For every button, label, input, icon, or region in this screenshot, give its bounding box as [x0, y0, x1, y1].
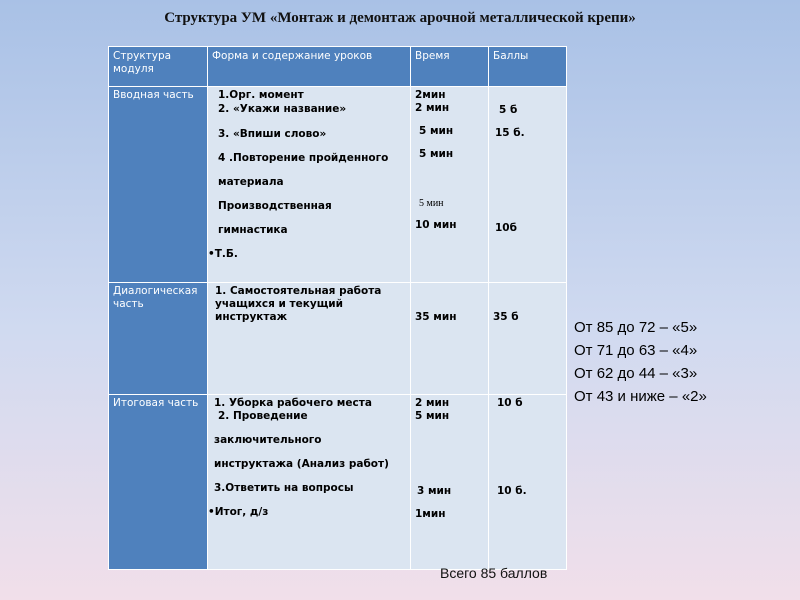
points-value: 35 б — [493, 311, 519, 323]
time-value: 2 мин — [415, 102, 450, 114]
time-value: 1мин — [415, 508, 446, 520]
points-value: 10б — [495, 222, 517, 234]
content-line: 1.Орг. момент — [218, 89, 304, 101]
header-points: Баллы — [489, 47, 567, 87]
content-line: инструктажа (Анализ работ) — [214, 458, 389, 470]
content-line: 1. Самостоятельная работа учащихся и текущий инструктаж — [215, 285, 382, 323]
table-row — [109, 283, 567, 395]
time-value: 2 мин — [415, 397, 450, 409]
content-cell — [208, 87, 411, 283]
points-cell — [489, 283, 567, 395]
content-line: Итог, д/з — [214, 506, 269, 518]
content-line: заключительного — [214, 434, 322, 446]
grading-scale — [574, 316, 707, 408]
table-row — [109, 87, 567, 283]
time-cell — [411, 395, 489, 570]
points-value: 10 б — [497, 397, 523, 409]
grade-line: От 71 до 63 – «4» — [574, 342, 698, 359]
section-label: Итоговая часть — [109, 395, 208, 570]
section-label: Диалогическая часть — [109, 283, 208, 395]
table-header-row — [109, 47, 567, 87]
content-line: Т.Б. — [214, 248, 238, 260]
content-line: 4 .Повторение пройденного — [218, 152, 389, 164]
time-value: 10 мин — [415, 219, 457, 231]
content-line: 2. Проведение — [218, 410, 308, 422]
time-value: 5 мин — [419, 198, 444, 209]
section-label: Вводная часть — [109, 87, 208, 283]
time-value: 5 мин — [419, 125, 454, 137]
time-value: 2мин — [415, 89, 446, 101]
module-structure-table — [108, 46, 567, 570]
content-cell — [208, 395, 411, 570]
header-time: Время — [411, 47, 489, 87]
time-value: 5 мин — [419, 148, 454, 160]
points-value: 10 б. — [497, 485, 527, 497]
grade-line: От 62 до 44 – «3» — [574, 365, 698, 382]
time-value: 35 мин — [415, 311, 457, 323]
total-points: Всего 85 баллов — [440, 565, 548, 581]
points-cell — [489, 395, 567, 570]
points-value: 5 б — [499, 104, 518, 116]
header-content: Форма и содержание уроков — [208, 47, 411, 87]
content-line: Производственная — [218, 200, 332, 212]
points-value: 15 б. — [495, 127, 525, 139]
content-line: 1. Уборка рабочего места — [214, 397, 372, 409]
grade-line: От 85 до 72 – «5» — [574, 319, 698, 336]
bullet-icon — [208, 248, 215, 260]
header-structure: Структура модуля — [109, 47, 208, 87]
points-cell — [489, 87, 567, 283]
table-row — [109, 395, 567, 570]
content-line: 3. «Впиши слово» — [218, 128, 327, 140]
content-line: 2. «Укажи название» — [218, 103, 347, 115]
time-cell — [411, 283, 489, 395]
content-line: 3.Ответить на вопросы — [214, 482, 354, 494]
time-value: 3 мин — [417, 485, 452, 497]
content-line: гимнастика — [218, 224, 288, 236]
page-title: Структура УМ «Монтаж и демонтаж арочной металлической крепи» — [164, 10, 636, 26]
grade-line: От 43 и ниже – «2» — [574, 388, 707, 405]
bullet-icon — [208, 506, 215, 518]
content-cell — [208, 283, 411, 395]
content-line: материала — [218, 176, 284, 188]
time-value: 5 мин — [415, 410, 450, 422]
time-cell — [411, 87, 489, 283]
